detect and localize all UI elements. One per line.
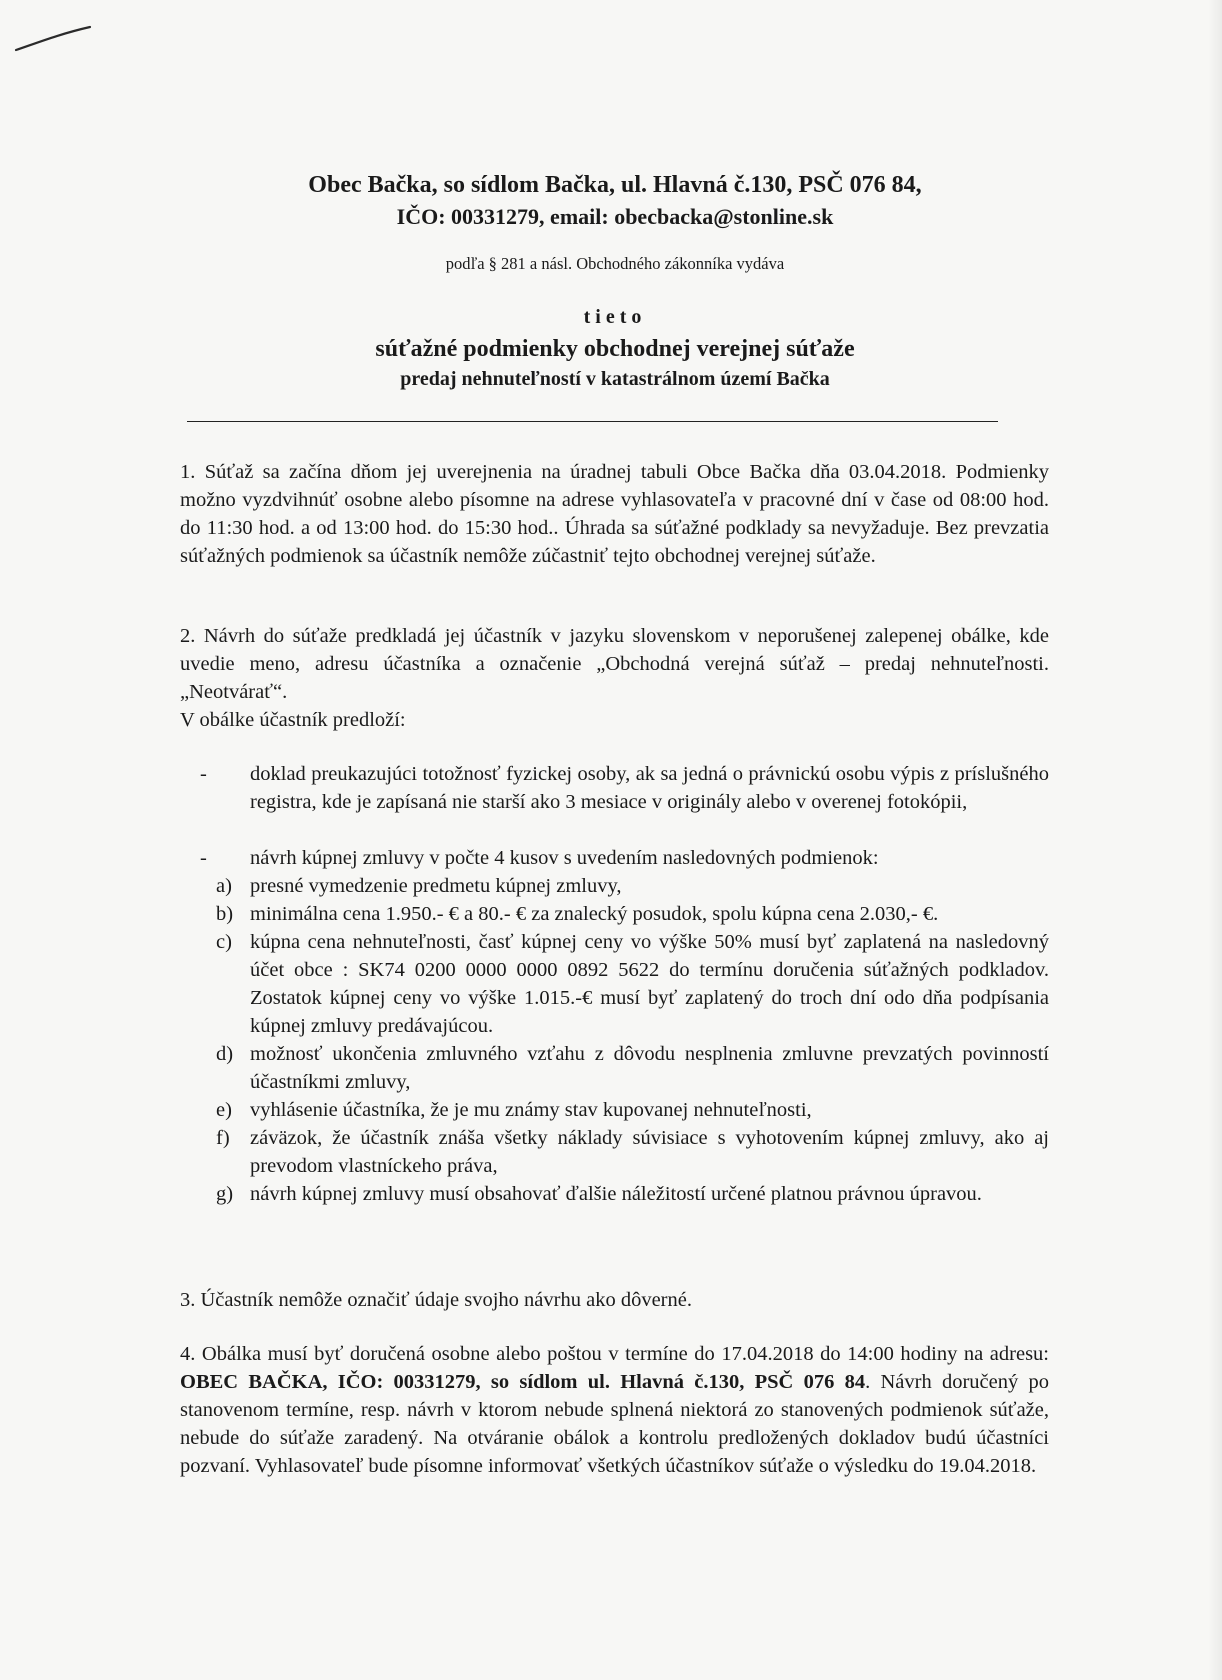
contract-conditions-list: [180, 872, 1049, 1208]
scan-edge-shadow: [1208, 0, 1222, 1680]
paragraph-1: 1. Súťaž sa začína dňom jej uverejnenia na úradnej tabuli Obce Bačka dňa 03.04.2018. Podmienky možno vyzdvihnúť osobne alebo písomne na adrese vyhlasovateľa v pracovné dní v čase od 08:00 hod. do 11:30 hod. a od 13:00 hod. do 15:30 hod.. Úhrada sa súťažné podklady sa nevyžaduje. Bez prevzatia súťažných podmienok sa účastník nemôže zúčastniť tejto obchodnej verejnej súťaže.: [180, 461, 1049, 567]
item-letter: c): [216, 931, 232, 953]
dash-list-item: [180, 760, 1049, 816]
item-letter: g): [216, 1183, 234, 1205]
item-text: návrh kúpnej zmluvy musí obsahovať ďalšie náležitostí určené platnou právnou úpravou.: [250, 1183, 982, 1205]
list-item: [180, 1124, 1049, 1180]
item-letter: a): [216, 875, 232, 897]
item-letter: d): [216, 1043, 234, 1065]
list-item: [180, 1040, 1049, 1096]
list-item: [180, 1096, 1049, 1124]
header-tieto: tieto: [583, 306, 647, 328]
paragraph-4: [180, 1340, 1049, 1480]
list-item: [180, 928, 1049, 1040]
list-item: [180, 1180, 1049, 1208]
header-municipality-address: Obec Bačka, so sídlom Bačka, ul. Hlavná č.130, PSČ 076 84,: [308, 172, 922, 198]
item-text: minimálna cena 1.950.- € a 80.- € za znalecký posudok, spolu kúpna cena 2.030,- €.: [250, 903, 939, 925]
dash-bullet: -: [200, 763, 207, 785]
dash-bullet: -: [200, 847, 207, 869]
item-text: kúpna cena nehnuteľnosti, časť kúpnej ceny vo výške 50% musí byť zaplatená na nasledovný účet obce : SK74 0200 0000 0000 0892 5622 do termínu doručenia súťažných podkladov. Zostatok kúpnej ceny vo výške 1.015.-€ musí byť zaplatený do troch dní odo dňa podpísania kúpnej zmluvy predávajúcou.: [250, 931, 1049, 1037]
pen-stroke-mark: [14, 24, 92, 54]
document-subtitle: predaj nehnuteľností v katastrálnom území Bačka: [400, 368, 830, 390]
paragraph-4-part1: 4. Obálka musí byť doručená osobne alebo poštou v termíne do 17.04.2018 do 14:00 hodiny na adresu:: [180, 1343, 1049, 1365]
dash-item-text: doklad preukazujúci totožnosť fyzickej osoby, ak sa jedná o právnickú osobu výpis z príslušného registra, kde je zapísaná nie starší ako 3 mesiace v originály alebo v overenej fotokópii,: [250, 763, 1049, 813]
paragraph-2: 2. Návrh do súťaže predkladá jej účastník v jazyku slovenskom v neporušenej zalepenej obálke, kde uvedie meno, adresu účastníka a označenie „Obchodná verejná súťaž – predaj nehnuteľnosti. „Neotvárať“.: [180, 625, 1049, 703]
header-legal-basis: podľa § 281 a násl. Obchodného zákonníka vydáva: [445, 254, 785, 273]
list-item: [180, 900, 1049, 928]
header-divider: [187, 421, 998, 422]
paragraph-4-address-bold: OBEC BAČKA, IČO: 00331279, so sídlom ul. Hlavná č.130, PSČ 076 84: [180, 1371, 866, 1393]
list-item: [180, 872, 1049, 900]
dash-item-text: návrh kúpnej zmluvy v počte 4 kusov s uvedením nasledovných podmienok:: [250, 847, 879, 869]
item-letter: b): [216, 903, 234, 925]
dash-list-item: [180, 844, 1049, 872]
item-text: záväzok, že účastník znáša všetky náklady súvisiace s vyhotovením kúpnej zmluvy, ako aj prevodom vlastníckeho práva,: [250, 1127, 1049, 1177]
header-ico-email: IČO: 00331279, email: obecbacka@stonline.sk: [396, 204, 834, 229]
paragraph-3: 3. Účastník nemôže označiť údaje svojho návrhu ako dôverné.: [180, 1289, 692, 1311]
item-text: možnosť ukončenia zmluvného vzťahu z dôvodu nesplnenia zmluvne prevzatých povinností účastníkmi zmluvy,: [250, 1043, 1049, 1093]
paragraph-2-envelope-contents: V obálke účastník predloží:: [180, 709, 406, 731]
item-letter: f): [216, 1127, 230, 1149]
item-text: vyhlásenie účastníka, že je mu známy stav kupovanej nehnuteľnosti,: [250, 1099, 812, 1121]
document-title: súťažné podmienky obchodnej verejnej súťaže: [375, 336, 855, 362]
item-text: presné vymedzenie predmetu kúpnej zmluvy,: [250, 875, 622, 897]
paragraph-4-part2: . Návrh doručený po stanovenom termíne, resp. návrh v ktorom nebude splnená niektorá zo stanovených podmienok súťaže, nebude do súťaže zaradený. Na otváranie obálok a kontrolu predložených dokladov budú účastníci pozvaní. Vyhlasovateľ bude písomne informovať všetkých účastníkov súťaže o výsledku do 19.04.2018.: [180, 1371, 1049, 1477]
item-letter: e): [216, 1099, 232, 1121]
